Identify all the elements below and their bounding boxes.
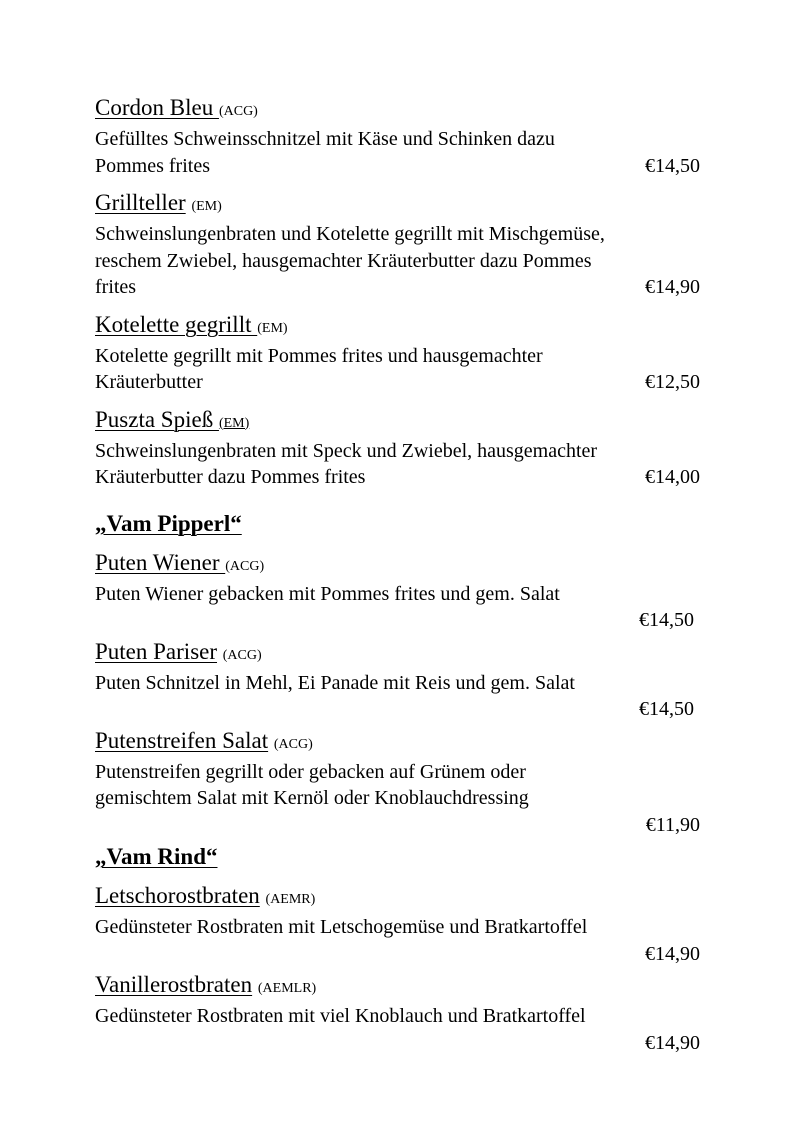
item-title-line — [95, 727, 700, 759]
menu-item-puten-wiener — [95, 549, 700, 634]
item-description: Schweinslungenbraten und Kotelette gegrillt mit Mischgemüse, — [95, 223, 605, 245]
item-description: Gefülltes Schweinsschnitzel mit Käse und Schinken dazu — [95, 128, 555, 150]
item-price-row — [95, 153, 700, 180]
menu-item-grillteller — [95, 189, 700, 301]
item-description: Gedünsteter Rostbraten mit Letschogemüse und Bratkartoffel — [95, 916, 588, 938]
allergen-code: (AEMLR) — [257, 981, 317, 996]
allergen-code: (ACG) — [273, 736, 313, 752]
allergen-code: (AEMR) — [265, 892, 316, 907]
menu-item-letschorostbraten — [95, 882, 700, 967]
menu-item-vanillerostbraten — [95, 971, 700, 1056]
menu-item-cordon-bleu — [95, 94, 700, 179]
item-title: Puszta Spieß — [95, 406, 219, 432]
menu-page — [95, 94, 700, 1056]
item-price: €12,50 — [645, 371, 700, 393]
allergen-code: (ACG) — [222, 647, 262, 663]
section-heading-rind: „Vam Rind“ — [95, 844, 218, 869]
item-title-line — [95, 311, 700, 343]
item-title-line — [95, 882, 700, 914]
item-description-end: frites — [95, 276, 137, 298]
item-title: Grillteller — [95, 190, 186, 215]
section-heading-pipperl: „Vam Pipperl“ — [95, 510, 242, 536]
item-title-line — [95, 549, 700, 581]
item-price-row — [95, 274, 700, 301]
item-price: €14,50 — [645, 154, 700, 177]
item-title: Cordon Bleu — [95, 95, 219, 120]
item-description: reschem Zwiebel, hausgemachter Kräuterbutter dazu Pommes — [95, 249, 592, 272]
item-price: €14,50 — [639, 609, 694, 631]
item-title-line — [95, 189, 700, 221]
item-title-line — [95, 638, 700, 670]
item-title: Putenstreifen Salat — [95, 727, 269, 753]
item-title: Vanillerostbraten — [95, 972, 253, 997]
item-title: Puten Pariser — [95, 638, 218, 664]
menu-item-kotelette — [95, 311, 700, 396]
allergen-code: (ACG) — [225, 558, 265, 574]
item-price: €14,00 — [645, 466, 700, 488]
item-price: €11,90 — [645, 813, 700, 836]
item-title: Letschorostbraten — [95, 883, 260, 908]
item-price: €14,90 — [645, 276, 700, 298]
item-title-line — [95, 406, 700, 438]
item-price-row — [95, 464, 700, 491]
item-price: €14,90 — [645, 942, 700, 965]
item-price-row — [95, 369, 700, 396]
allergen-code: (EM) — [218, 415, 250, 431]
item-price: €14,90 — [645, 1031, 700, 1054]
item-price: €14,50 — [639, 698, 694, 720]
item-title: Kotelette gegrillt — [95, 311, 258, 337]
item-description: Putenstreifen gegrillt oder gebacken auf Grünem oder — [95, 760, 526, 783]
item-description: gemischtem Salat mit Kernöl oder Knoblauchdressing — [95, 787, 529, 809]
item-description: Puten Wiener gebacken mit Pommes frites und gem. Salat — [95, 582, 560, 605]
menu-item-puszta-spiess — [95, 406, 700, 491]
item-title: Puten Wiener — [95, 549, 226, 575]
menu-item-putenstreifen-salat — [95, 727, 700, 839]
item-description: Kotelette gegrillt mit Pommes frites und hausgemachter — [95, 344, 543, 367]
allergen-code: (ACG) — [218, 104, 258, 119]
allergen-code: (EM) — [191, 199, 222, 214]
menu-item-puten-pariser — [95, 638, 700, 723]
item-description-end: Kräuterbutter dazu Pommes frites — [95, 466, 366, 488]
item-description: Gedünsteter Rostbraten mit viel Knoblauch und Bratkartoffel — [95, 1005, 586, 1027]
item-title-line — [95, 971, 700, 1003]
item-description: Schweinslungenbraten mit Speck und Zwiebel, hausgemachter — [95, 439, 598, 462]
allergen-code: (EM) — [257, 320, 288, 336]
item-description: Puten Schnitzel in Mehl, Ei Panade mit Reis und gem. Salat — [95, 671, 575, 694]
item-description-end: Kräuterbutter — [95, 371, 203, 393]
item-title-line — [95, 94, 700, 126]
item-description-end: Pommes frites — [95, 154, 210, 177]
